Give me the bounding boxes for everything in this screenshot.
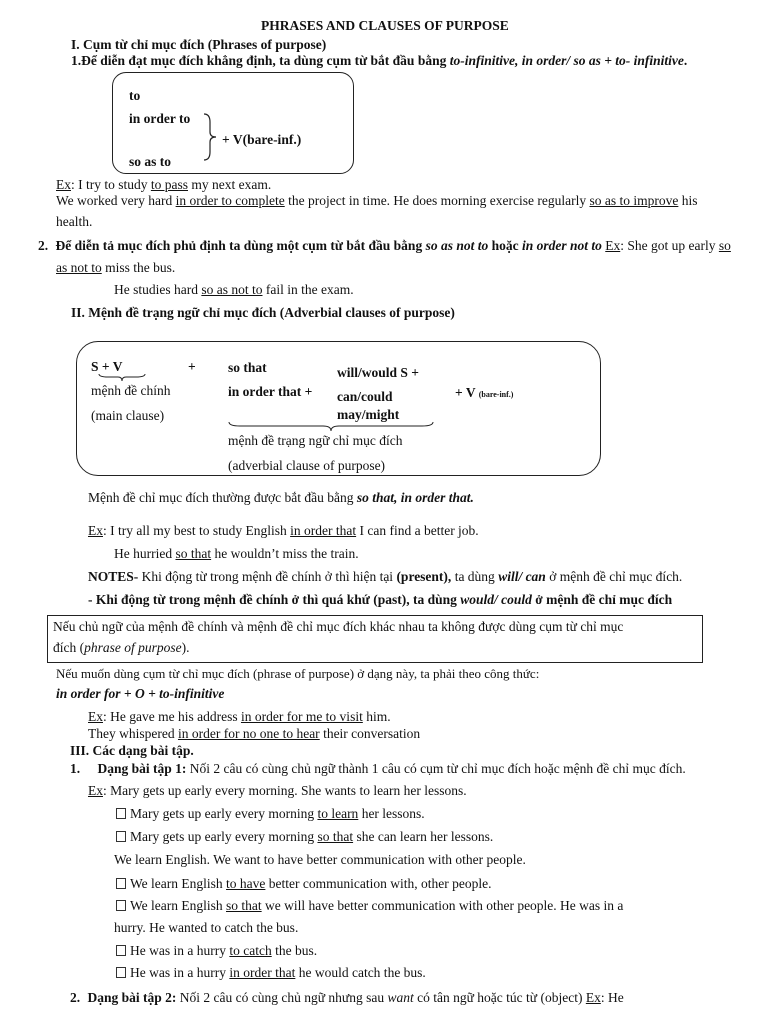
box-in-order-to: in order to <box>129 111 191 126</box>
section-2-example-2: He hurried so that he wouldn’t miss the train. <box>114 546 359 561</box>
section-2-note: Mệnh đề chỉ mục đích thường được bắt đầu bằng so that, in order that. <box>88 490 474 505</box>
notes-line-2: - Khi động từ trong mệnh đề chính ở thì quá khứ (past), ta dùng would/ could ở mệnh đề chỉ mục đích <box>88 592 673 607</box>
formula-intro: Nếu muốn dùng cụm từ chỉ mục đích (phrase of purpose) ở dạng này, ta phải theo công thức: <box>56 666 540 681</box>
underbrace-icon <box>98 372 146 382</box>
item-2-example: He studies hard so as not to fail in the exam. <box>114 282 354 297</box>
answer-2: Mary gets up early every morning so that she can learn her lessons. <box>116 829 493 845</box>
answer-3: We learn English to have better communication with, other people. <box>116 876 491 892</box>
checkbox-icon <box>116 878 126 889</box>
box-adverbial-vn: mệnh đề trạng ngữ chỉ mục đích <box>228 433 403 448</box>
box-verb: + V (bare-inf.) <box>455 385 514 400</box>
box-verb: + V(bare-inf.) <box>222 132 302 147</box>
box-to: to <box>129 88 141 103</box>
item-1-forms: to-infinitive, in order/ so as + to- infinitive <box>449 53 684 68</box>
example-2-cont: health. <box>56 214 93 229</box>
box-main-clause-en: (main clause) <box>91 408 165 423</box>
section-3-heading: III. Các dạng bài tập. <box>70 743 194 758</box>
page-title: PHRASES AND CLAUSES OF PURPOSE <box>261 18 509 33</box>
box-in-order-that: in order that + <box>228 384 313 399</box>
box-adverbial-en: (adverbial clause of purpose) <box>228 458 386 473</box>
box-main-clause-vn: mệnh đề chính <box>91 383 171 398</box>
section-2-example-1: Ex: I try all my best to study English in order that I can find a better job. <box>88 523 479 538</box>
warning-line-2: đích (phrase of purpose). <box>53 640 190 655</box>
exercise-type-2: 2. Dạng bài tập 2: Nối 2 câu có cùng chủ ngữ nhưng sau want có tân ngữ hoặc túc từ (object) Ex: He <box>70 990 624 1005</box>
box-modal-will: will/would S + <box>337 365 419 380</box>
box-sv: S + V <box>91 359 123 374</box>
answer-4: We learn English so that we will have better communication with other people. He was in a <box>116 898 623 914</box>
box-plus: + <box>188 359 196 374</box>
box-so-that: so that <box>228 360 267 375</box>
notes-line-1: NOTES- Khi động từ trong mệnh đề chính ở thì hiện tại (present), ta dùng will/ can ở mệnh đề chỉ mục đích. <box>88 569 683 584</box>
section-1-item-2: 2. Để diễn tả mục đích phủ định ta dùng một cụm từ bắt đầu bằng so as not to hoặc in order not to Ex: She got up early so <box>38 238 731 253</box>
section-2-heading: II. Mệnh đề trạng ngữ chỉ mục đích (Adverbial clauses of purpose) <box>71 305 455 320</box>
answer-1: Mary gets up early every morning to learn her lessons. <box>116 806 425 822</box>
question-2: We learn English. We want to have better communication with other people. <box>114 852 526 867</box>
ex-label: Ex <box>56 177 71 192</box>
example-1: Ex: I try to study to pass my next exam. <box>56 177 272 192</box>
box-modal-may: may/might <box>337 407 400 422</box>
section-1-heading: I. Cụm từ chỉ mục đích (Phrases of purpose) <box>71 37 327 52</box>
example-2: We worked very hard in order to complete the project in time. He does morning exercise regularly so as to improve his <box>56 193 698 208</box>
answer-6: He was in a hurry in order that he would catch the bus. <box>116 965 426 981</box>
underbrace-icon <box>228 420 434 432</box>
box-modal-can: can/could <box>337 389 393 404</box>
section-2-example-4: They whispered in order for no one to hear their conversation <box>88 726 421 741</box>
answer-4-cont: hurry. He wanted to catch the bus. <box>114 920 299 935</box>
formula: in order for + O + to-infinitive <box>56 686 225 701</box>
exercise-1-example: Ex: Mary gets up early every morning. She wants to learn her lessons. <box>88 783 467 798</box>
section-1-item-1: 1.Để diễn đạt mục đích khẳng định, ta dùng cụm từ bắt đầu bằng to-infinitive, in order/ so as + to- infinitive. <box>71 53 688 68</box>
exercise-type-1: 1. Dạng bài tập 1: Nối 2 câu có cùng chủ ngữ thành 1 câu có cụm từ chỉ mục đích hoặc mệnh đề chỉ mục đích. <box>70 761 686 776</box>
answer-5: He was in a hurry to catch the bus. <box>116 943 317 959</box>
checkbox-icon <box>116 967 126 978</box>
checkbox-icon <box>116 808 126 819</box>
checkbox-icon <box>116 831 126 842</box>
checkbox-icon <box>116 900 126 911</box>
item-1-intro: 1.Để diễn đạt mục đích khẳng định, ta dùng cụm từ bắt đầu bằng <box>71 53 447 68</box>
checkbox-icon <box>116 945 126 956</box>
warning-line-1: Nếu chủ ngữ của mệnh đề chính và mệnh đề chỉ mục đích khác nhau ta không được dùng cụm từ chỉ mục <box>53 619 624 634</box>
item-2-cont: as not to miss the bus. <box>56 260 176 275</box>
box-so-as-to: so as to <box>129 154 172 169</box>
section-2-example-3: Ex: He gave me his address in order for me to visit him. <box>88 709 391 724</box>
right-brace-icon <box>202 112 218 162</box>
